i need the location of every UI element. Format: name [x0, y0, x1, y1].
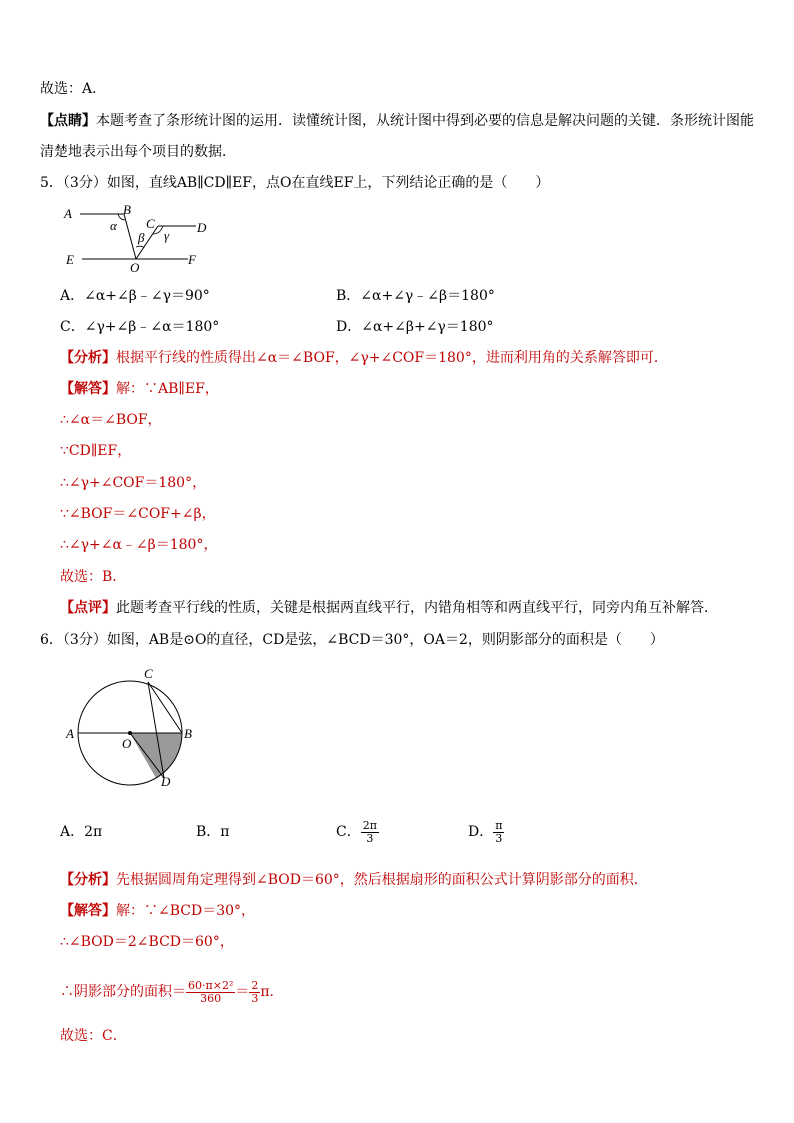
q6-stem: 6．（3分）如图，AB是⊙O的直径，CD是弦，∠BCD＝30°，OA＝2，则阴影部分的面积是（ ）: [40, 632, 664, 648]
q5-label-D: D: [197, 220, 207, 235]
q5-label-alpha: α: [110, 218, 117, 233]
q6-option-d-prefix: D．: [468, 824, 494, 840]
q5-option-c: C．∠γ+∠β﹣∠α＝180°: [60, 319, 220, 335]
q5-solution-6: ∴∠γ+∠α﹣∠β＝180°，: [60, 537, 218, 553]
q6-solution-2: ∴∠BOD＝2∠BCD＝60°，: [60, 934, 234, 950]
q5-analysis: [60, 349, 668, 367]
q6-option-b: B．π: [196, 824, 230, 840]
q6-area-res-num: 2: [251, 978, 259, 992]
q5-label-O: O: [130, 260, 140, 275]
q6-area-prefix: ∴阴影部分的面积＝: [60, 984, 186, 1000]
q6-label-A: A: [66, 726, 74, 741]
q6-option-c-num: 2π: [362, 818, 377, 832]
q6-option-d-num: π: [495, 818, 503, 832]
q6-area-res-den: 3: [251, 991, 259, 1005]
q6-option-c: [336, 815, 379, 849]
q6-solution-tag: 【解答】: [60, 903, 116, 919]
comment-line-1: [40, 112, 754, 130]
q5-solution-3: ∵CD∥EF，: [60, 443, 132, 459]
q5-option-a: A．∠α+∠β﹣∠γ＝90°: [60, 288, 210, 304]
q6-area-eq: ＝: [235, 984, 250, 1000]
q6-analysis-text: 先根据圆周角定理得到∠BOD＝60°，然后根据扇形的面积公式计算阴影部分的面积．: [116, 872, 648, 888]
q5-label-F: F: [188, 252, 196, 267]
q5-solution-2: ∴∠α＝∠BOF，: [60, 412, 162, 428]
q6-option-c-prefix: C．: [336, 824, 361, 840]
q5-label-E: E: [66, 252, 74, 267]
q5-solution-5: ∵∠BOF＝∠COF+∠β，: [60, 506, 216, 522]
q6-area-num: 60·π×2²: [188, 978, 234, 992]
q5-solution-text-1: 解：∵AB∥EF，: [116, 381, 219, 397]
q6-option-c-den: 3: [366, 831, 374, 845]
q6-area-den: 360: [200, 991, 222, 1005]
q5-analysis-tag: 【分析】: [60, 350, 116, 366]
q5-review-text: 此题考查平行线的性质，关键是根据两直线平行，内错角相等和两直线平行，同旁内角互补解答．: [116, 600, 718, 616]
answer-line: 故选：A．: [40, 81, 107, 97]
q5-solution-tag: 【解答】: [60, 381, 116, 397]
q5-option-b: B．∠α+∠γ﹣∠β＝180°: [336, 288, 495, 304]
q6-figure: [60, 660, 210, 795]
q6-option-d: [468, 815, 504, 849]
q6-label-B: B: [184, 726, 192, 741]
q6-solution-1: [60, 902, 255, 920]
q5-answer: 故选：B．: [60, 569, 127, 585]
q5-label-A: A: [64, 206, 72, 221]
q6-analysis-tag: 【分析】: [60, 872, 116, 888]
q5-option-d: D．∠α+∠β+∠γ＝180°: [336, 319, 494, 335]
q6-label-C: C: [144, 666, 153, 681]
q6-analysis: [60, 871, 648, 889]
q5-solution-4: ∴∠γ+∠COF＝180°，: [60, 475, 207, 491]
q5-review-tag: 【点评】: [60, 600, 116, 616]
q5-label-gamma: γ: [164, 228, 170, 243]
q6-option-d-den: 3: [495, 831, 503, 845]
q5-label-beta: β: [138, 230, 145, 245]
comment-line-2: 清楚地表示出每个项目的数据．: [40, 144, 236, 160]
q6-label-D: D: [161, 774, 171, 789]
q5-stem: 5．（3分）如图，直线AB∥CD∥EF，点O在直线EF上，下列结论正确的是（ ）: [40, 175, 550, 191]
q5-figure: [60, 200, 220, 280]
comment-text-1: 本题考查了条形统计图的运用．读懂统计图，从统计图中得到必要的信息是解决问题的关键．条形统计图能: [96, 113, 754, 129]
q6-solution-text-1: 解：∵∠BCD＝30°，: [116, 903, 256, 919]
q6-answer: 故选：C．: [60, 1028, 127, 1044]
q6-label-O: O: [122, 736, 132, 751]
q5-label-B: B: [123, 202, 131, 217]
q5-solution-1: [60, 380, 219, 398]
q5-review: [60, 599, 718, 617]
q6-area-line: [60, 974, 284, 1010]
q5-label-C: C: [146, 216, 155, 231]
q6-area-suffix: π．: [260, 984, 284, 1000]
q6-option-a: A．2π: [60, 824, 103, 840]
q5-analysis-text: 根据平行线的性质得出∠α＝∠BOF，∠γ+∠COF＝180°，进而利用角的关系解答即可．: [116, 350, 668, 366]
comment-tag: 【点睛】: [40, 113, 96, 129]
